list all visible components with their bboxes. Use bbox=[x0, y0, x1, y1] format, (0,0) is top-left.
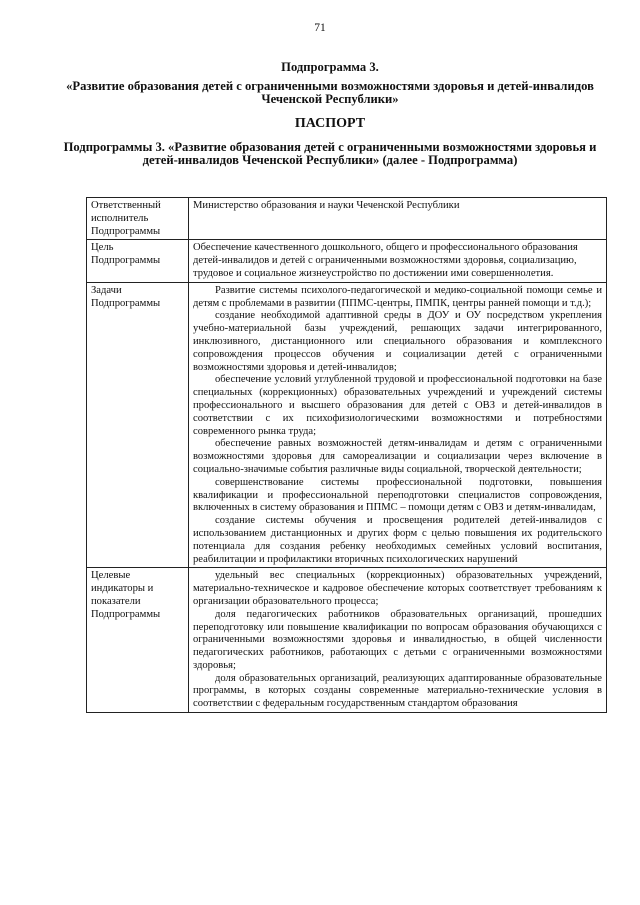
table-row bbox=[87, 282, 607, 568]
passport-table bbox=[86, 197, 607, 713]
row-label-indicators: Целевые индикаторы и показатели Подпрограммы bbox=[87, 568, 189, 713]
subprogram-title: Подпрограмма 3. bbox=[281, 60, 379, 74]
value-paragraph: Обеспечение качественного дошкольного, общего и профессионального образования детей-инвалидов и детей с ограниченными возможностями здоровья, социализацию, трудовое и социальное жизнеустройство по достижении ими совершеннолетия. bbox=[193, 242, 578, 279]
row-label-responsible: Ответственный исполнитель Подпрограммы bbox=[87, 198, 189, 240]
table-row bbox=[87, 240, 607, 282]
row-value-goal bbox=[189, 240, 607, 282]
value-paragraph: обеспечение условий углубленной трудовой и профессиональной подготовки на базе специальных (коррекционных) образовательных учреждений и учреждений системы профессионального и высшего образования для детей с ОВЗ и детей-инвалидов в соответствии с их психофизиологическими возможностями и потребностями современного рынка труда; bbox=[193, 374, 602, 437]
row-label-goal: Цель Подпрограммы bbox=[87, 240, 189, 282]
row-value-tasks bbox=[189, 282, 607, 568]
value-paragraph: создание необходимой адаптивной среды в ДОУ и ОУ посредством укрепления учебно-материальной базы учреждений, решающих задачи интегрированного, инклюзивного, дистанционного или специального образования и комплексного сопровождения процессов обучения и социализации детей с ограниченными возможностями здоровья и детей-инвалидов; bbox=[193, 310, 602, 373]
passport-subtitle: Подпрограммы 3. «Развитие образования детей с ограниченными возможностями здоровья и детей-инвалидов Чеченской Республики» (далее - Подпрограмма) bbox=[63, 140, 597, 167]
row-value-indicators bbox=[189, 568, 607, 713]
page-number: 71 bbox=[314, 22, 326, 34]
value-paragraph: доля образовательных организаций, реализующих адаптированные образовательные программы, в которых созданы современные материально-технические условия в соответствии с федеральным государственным стандартом образования bbox=[193, 672, 602, 710]
table-row bbox=[87, 198, 607, 240]
value-paragraph: Министерство образования и науки Чеченской Республики bbox=[193, 200, 460, 211]
value-paragraph: совершенствование системы профессиональной подготовки, повышения квалификации и профессиональной переподготовки специалистов сопровождения, включенных в систему образования и ППМС – помощи детям с ОВЗ и детям-инвалидам, bbox=[193, 476, 602, 514]
value-paragraph: доля педагогических работников образовательных организаций, прошедших переподготовку или повышение квалификации по вопросам образования обучающихся с ограниченными возможностями здоровья и инвалидностью, в общей численности педагогических работников, работающих с детьми с ограниченными возможностями здоровья; bbox=[193, 608, 602, 671]
table-row bbox=[87, 568, 607, 713]
row-value-responsible bbox=[189, 198, 607, 240]
subprogram-name: «Развитие образования детей с ограниченными возможностями здоровья и детей-инвалидов Чеченской Республики» bbox=[66, 79, 594, 106]
value-paragraph: обеспечение равных возможностей детям-инвалидам и детям с ограниченными возможностями здоровья для самореализации и социализации через включение в социально-значимые события различные виды социальной, творческой деятельности; bbox=[193, 438, 602, 475]
passport-title: ПАСПОРТ bbox=[294, 116, 366, 131]
value-paragraph: удельный вес специальных (коррекционных) образовательных учреждений, материально-техническое и кадровое обеспечение которых соответствует требованиям к организации образовательного процесса; bbox=[193, 570, 602, 607]
value-paragraph: создание системы обучения и просвещения родителей детей-инвалидов с использованием дистанционных и других форм с целью повышения их родительского потенциала для создания ребенку необходимых семейных условий воспитания, реабилитации и профилактики вторичных психологических нарушений bbox=[193, 515, 602, 565]
row-label-tasks: Задачи Подпрограммы bbox=[87, 282, 189, 568]
value-paragraph: Развитие системы психолого-педагогической и медико-социальной помощи семье и детям с проблемами в развитии (ППМС-центры, ПМПК, центры ранней помощи и т.д.); bbox=[193, 284, 602, 309]
